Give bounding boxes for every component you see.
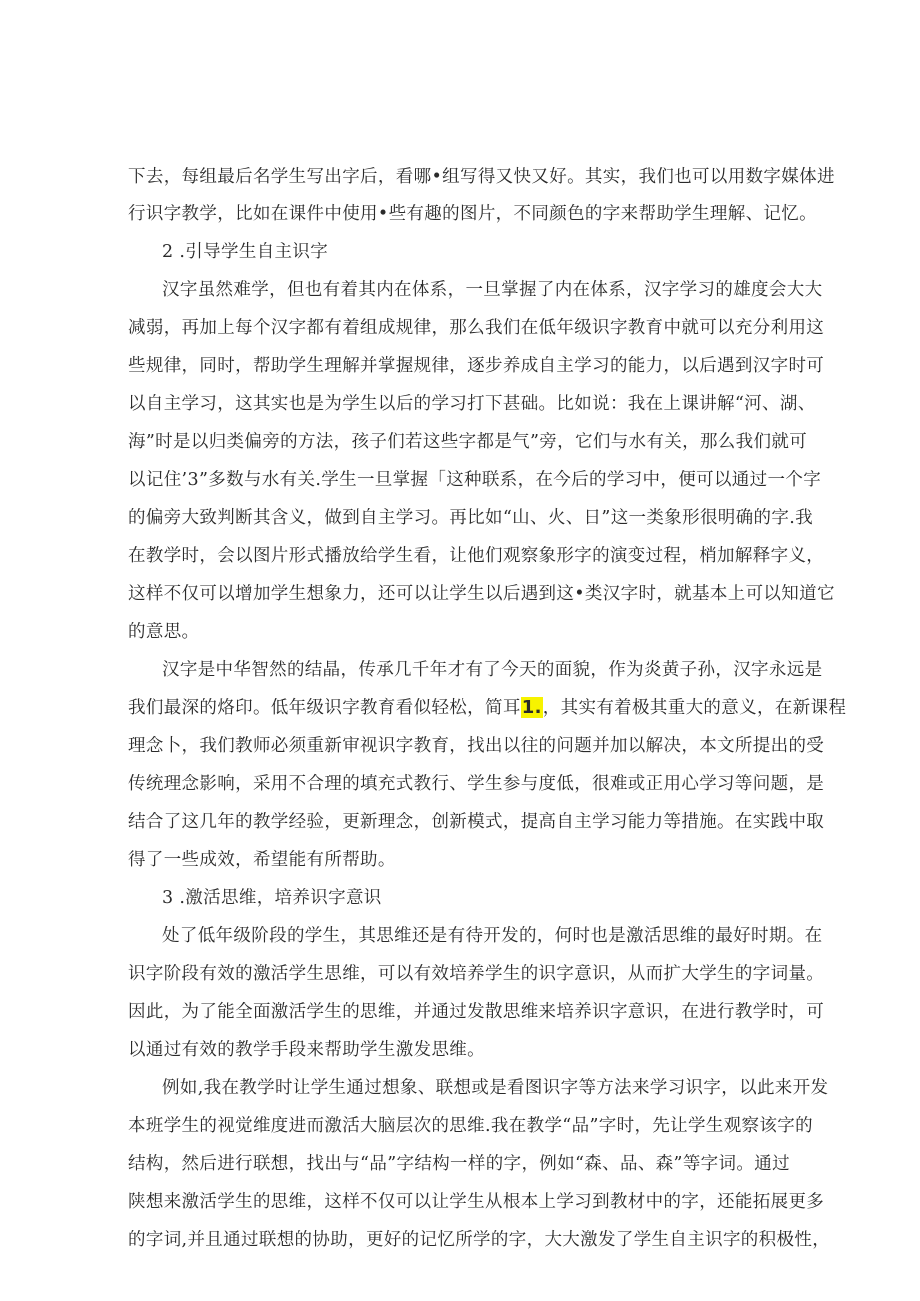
text-line: 以自主学习，这其实也是为学生以后的学习打下甚础。比如说：我在上课讲解“河、湖、: [128, 394, 816, 414]
text-line: 汉字虽然难学，但也有着其内在体系，一旦掌握了内在体系，汉字学习的雄度会大大: [162, 280, 823, 300]
text-line: 这样不仅可以增加学生想象力，还可以让学生以后遇到这•类汉字时，就基本上可以知道它: [128, 584, 835, 604]
text-line: 行识字教学，比如在课件中使用•些有趣的图片，不同颜色的字来帮助学生理解、记忆。: [128, 204, 817, 224]
text-segment: 我们最深的烙印。低年级识字教育看似轻松，简耳: [128, 698, 521, 718]
section-heading: 2 .引导学生自主识字: [162, 242, 329, 262]
text-line: 因此，为了能全面激活学生的思维，并通过发散思维来培养识字意识，在进行教学时，可: [128, 1002, 825, 1022]
text-line: 的意思。: [128, 622, 200, 642]
text-line: 些规律，同时，帮助学生理解并掌握规律，逐步养成自主学习的能力，以后遇到汉字时可: [128, 356, 825, 376]
highlight-marker: 1.: [521, 697, 542, 718]
text-line: 汉字是中华智然的结晶，传承几千年才有了今天的面貌，作为炎黄子孙，汉字永远是: [162, 660, 823, 680]
text-line: 下去，每组最后名学生写出字后，看哪•组写得又快又好。其实，我们也可以用数字媒体进: [128, 167, 835, 187]
text-line: 以通过有效的教学手段来帮助学生激发思维。: [128, 1040, 485, 1060]
text-line: 在教学时，会以图片形式播放给学生看，让他们观察象形字的演变过程，梢加解释字义，: [128, 546, 825, 566]
text-line: 减弱，再加上每个汉字都有着组成规律，那么我们在低年级识字教育中就可以充分利用这: [128, 318, 825, 338]
text-line: 陕想来激活学生的思维，这样不仅可以让学生从根本上学习到教材中的字，还能拓展更多: [128, 1192, 825, 1212]
text-line: 理念卜，我们教师必须重新审视识字教育，找出以往的问题并加以解决，本文所提出的受: [128, 736, 825, 756]
text-line: 得了一些成效，希望能有所帮助。: [128, 850, 396, 870]
text-line: 例如,我在教学时让学生通过想象、联想或是看图识字等方法来学习识字，以此来开发: [162, 1078, 829, 1098]
section-heading: 3 .激活思维，培养识字意识: [162, 888, 382, 908]
text-line: 本班学生的视觉维度进而激活大脑层次的思维.我在教学“品”字时，先让学生观察该字的: [128, 1116, 813, 1136]
text-line: 的字词,并且通过联想的协助，更好的记忆所学的字，大大激发了学生自主识字的积极性，: [128, 1230, 831, 1250]
text-line: 处了低年级阶段的学生，其思维还是有待开发的，何时也是激活思维的最好时期。在: [162, 926, 823, 946]
text-line: 识字阶段有效的激活学生思维，可以有效培养学生的识字意识，从而扩大学生的字词量。: [128, 964, 825, 984]
text-line: 海”时是以归类偏旁的方法，孩子们若这些字都是气”旁，它们与水有关，那么我们就可: [128, 432, 808, 452]
text-line: 的偏旁大致判断其含义，做到自主学习。再比如“山、火、日”这一类象形很明确的字.我: [128, 508, 813, 528]
text-segment: ，其实有着极其重大的意义，在新课程: [542, 698, 847, 718]
text-line: 结构，然后进行联想，找出与“品”字结构一样的字，例如“森、品、森”等字词。通过: [128, 1154, 790, 1174]
text-line: 以记住’3”多数与水有关.学生一旦掌握「这种联系，在今后的学习中，便可以通过一个字: [128, 470, 822, 490]
text-line: 结合了这几年的教学经验，更新理念，创新模式，提高自主学习能力等措施。在实践中取: [128, 812, 825, 832]
text-line-with-highlight: [128, 696, 846, 720]
text-line: 传统理念影响，采用不合理的填充式教行、学生参与度低，很难或正用心学习等问题，是: [128, 774, 825, 794]
